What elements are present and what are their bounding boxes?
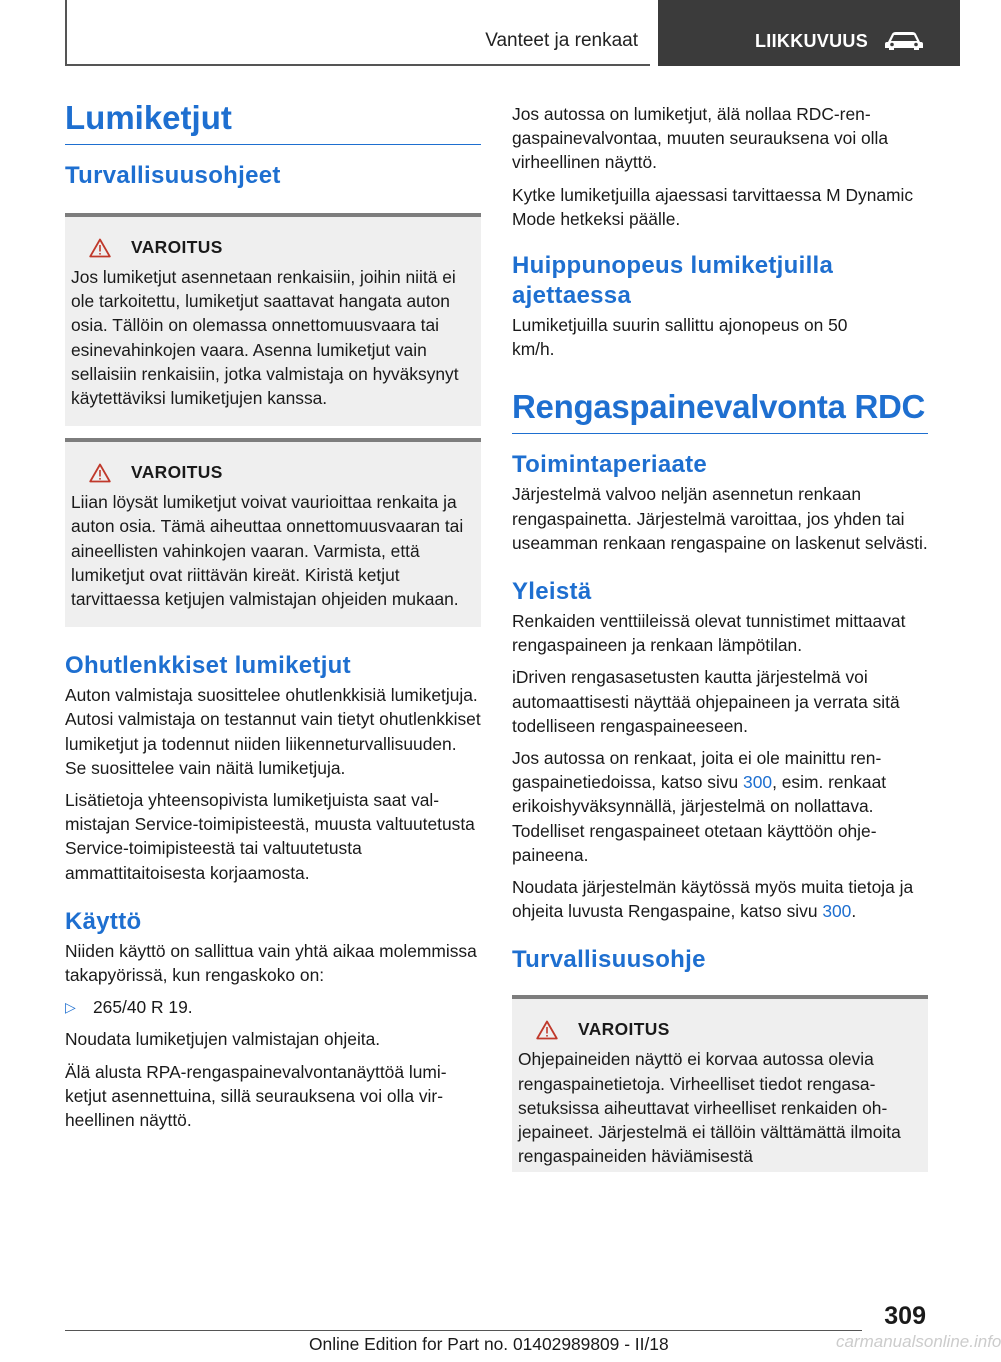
page-number: 309 [884, 1302, 926, 1330]
paragraph: iDriven rengasasetusten kautta järjestelmä voi automaattisesti näyttää ohjepaineen ja verrata sitä todelliseen rengaspaineeseen. [512, 667, 900, 736]
footer-watermark: carmanualsonline.info [836, 1332, 1001, 1351]
list-item [65, 995, 481, 1019]
warning-box [512, 995, 928, 1172]
heading-turvallisuusohje: Turvallisuusohje [512, 946, 706, 974]
warning-title: VAROITUS [578, 1019, 670, 1040]
heading-huippunopeus: Huippunopeus lumiketjuilla ajettaessa [512, 252, 834, 310]
warning-box [65, 438, 481, 627]
list-item-text: 265/40 R 19. [93, 997, 193, 1018]
paragraph: Jos autossa on lumiketjut, älä nollaa RDC-rengaspainevalvontaa, muuten seurauksena voi olla virheellinen näyttö. [512, 104, 889, 173]
title-rengaspainevalvonta: Rengaspainevalvonta RDC [512, 387, 928, 434]
paragraph: Kytke lumiketjuilla ajaessasi tarvittaessa M Dynamic Mode hetkeksi päälle. [512, 184, 914, 229]
warning-triangle-icon [536, 1020, 558, 1040]
paragraph [512, 746, 928, 867]
title-lumiketjut: Lumiketjut [65, 98, 481, 145]
warning-title: VAROITUS [131, 237, 223, 257]
paragraph: Lumiketjuilla suurin sallittu ajonopeus on 50 km/h. [512, 315, 848, 360]
heading-ohutlenkkiset-lumiketjut: Ohutlenkkiset lumiketjut [65, 652, 351, 680]
header-chapter-label: LIIKKUVUUS [755, 31, 869, 51]
warning-header [536, 1019, 922, 1040]
paragraph: Älä alusta RPA-rengaspainevalvontanäyttöä lumiketjut asennettuina, sillä seurauksena voi olla virheellinen näyttö. [65, 1061, 447, 1131]
paragraph: Lisätietoja yhteensopivista lumiketjuista saat valmistajan Service-toimipisteestä, muusta valtuutetusta Service-toimipisteestä tai valtuutetusta ammattitaitoisesta korjaamosta. [65, 790, 475, 883]
paragraph [512, 875, 928, 923]
left-column [65, 98, 481, 1140]
paragraph-text: Noudata järjestelmän käytössä myös muita tietoja ja ohjeita luvusta Rengaspaine, katso sivu [512, 877, 914, 922]
bullet-triangle-icon: ▷ [65, 999, 76, 1016]
warning-triangle-icon [89, 238, 111, 258]
paragraph: Noudata lumiketjujen valmistajan ohjeita. [65, 1029, 381, 1050]
page-link-300[interactable]: 300 [822, 901, 852, 922]
warning-box [65, 213, 481, 426]
warning-text: Jos lumiketjut asennetaan renkaisiin, joihin niitä ei ole tarkoitettu, lumiketjut saattavat hangata auton osia. Tällöin on olemassa onnettomuusvaara tai esinevahinkojen vaara. Asenna lumiketjut vain sellaisiin renkaisiin, jotka valmistaja on hyväksynyt käytettäviksi lumiketjujen kanssa. [71, 267, 459, 409]
warning-header [89, 237, 475, 258]
paragraph-text: . [851, 901, 857, 922]
heading-kaytto: Käyttö [65, 907, 142, 935]
car-icon [884, 28, 924, 52]
header-section-title: Vanteet ja renkaat [485, 30, 638, 51]
warning-text: Liian löysät lumiketjut voivat vaurioittaa renkaita ja auton osia. Tämä aiheuttaa onnettomuusvaaran tai aineellisten vahinkojen vaaran. Varmista, että lumiketjut ovat riittävän kireät. Kiristä ketjut tarvittaessa ketjujen valmistajan ohjeiden mukaan. [71, 492, 464, 610]
footer-rule [65, 1330, 862, 1331]
warning-triangle-icon [89, 463, 111, 483]
header-bottom-rule [65, 64, 650, 66]
warning-title: VAROITUS [131, 462, 223, 483]
paragraph: Järjestelmä valvoo neljän asennetun renkaan rengaspainetta. Järjestelmä varoittaa, jos yhden tai useamman renkaan rengaspaine on laskenut selvästi. [512, 484, 928, 553]
paragraph: Niiden käyttö on sallittua vain yhtä aikaa molemmissa takapyörissä, kun rengaskoko on: [65, 940, 477, 986]
warning-header [89, 462, 475, 483]
paragraph-text: , esim. renkaat erikoishyväksynnällä, järjestelmä on nollattava. Todelliset rengaspaineet otetaan käyttöön ohjepaineena. [512, 772, 887, 865]
footer-edition: Online Edition for Part no. 01402989809 - II/18 [309, 1334, 669, 1354]
heading-turvallisuusohjeet: Turvallisuusohjeet [65, 162, 281, 189]
warning-text: Ohjepaineiden näyttö ei korvaa autossa olevia rengaspainetietoja. Virheelliset tiedot rengasasetuksissa aiheuttavat virheelliset renkaiden ohjepaineet. Järjestelmä ei tällöin välttämättä ilmoita rengaspaineiden häviämisestä [518, 1049, 901, 1167]
heading-toimintaperiaate: Toimintaperiaate [512, 451, 708, 479]
header-left-rule [65, 0, 67, 66]
right-column [512, 102, 928, 1172]
paragraph-text: Jos autossa on renkaat, joita ei ole mainittu rengaspainetiedoissa, katso sivu [512, 748, 882, 793]
heading-yleista: Yleistä [512, 578, 592, 606]
paragraph: Auton valmistaja suosittelee ohutlenkkisiä lumiketjuja. Autosi valmistaja on testannut vain tietyt ohutlenkkiset lumiketjut ja todennut niiden liikenneturvallisuuden. Se suosittelee vain näitä lumiketjuja. [65, 685, 481, 778]
page-link-300[interactable]: 300 [743, 772, 773, 793]
paragraph: Renkaiden venttiileissä olevat tunnistimet mittaavat rengaspaineen ja renkaan lämpötilan. [512, 611, 906, 656]
